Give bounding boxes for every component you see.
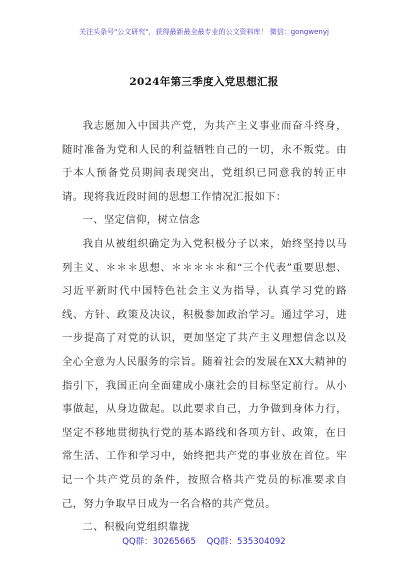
section-heading-1: 一、坚定信仰，树立信念 — [82, 214, 201, 227]
footer-qq-groups: QQ群：30265665 QQ群：535304092 — [122, 537, 286, 547]
section-1-paragraph: 我自从被组织确定为入党积极分子以来，始终坚持以马列主义、＊＊＊思想、＊＊＊＊＊和“三个代表”重要思想、习近平新时代中国特色社会主义为指导，认真学习党的路线、方针、政策及决议，积极参加政治学习。通过学习，进一步提高了对党的认识，更加坚定了共产主义理想信念以及全心全意为人民服务的宗旨。随着社会的发展在XX大精神的指引下，我国正向全面建成小康社会的目标坚定前行。从小事做起，从身边做起。以此要求自己，力争做到身体力行，坚定不移地贯彻执行党的基本路线和各项方针、政策，在日常生活、工作和学习中，始终把共产党的事业放在首位。牢记一个共产党员的条件，按照合格共产党员的标准要求自己，努力争取早日成为一名合格的共产党员。 — [62, 237, 347, 510]
section-heading-2: 二、积极向党组织靠拢 — [82, 521, 190, 534]
document-body — [62, 115, 347, 540]
document-title: 2024年第三季度入党思想汇报 — [129, 76, 279, 88]
header-note: 关注头条号"公文研究"，获得最新最全最专业的公文资料库！ 微信：gongwenyj — [79, 28, 329, 36]
intro-paragraph: 我志愿加入中国共产党，为共产主义事业而奋斗终身，随时准备为党和人民的利益牺牲自己的一切，永不叛党。由于本人预备党员期间表现突出，党组织已同意我的转正申请。现将我近段时间的思想工作情况汇报如下： — [62, 120, 347, 203]
